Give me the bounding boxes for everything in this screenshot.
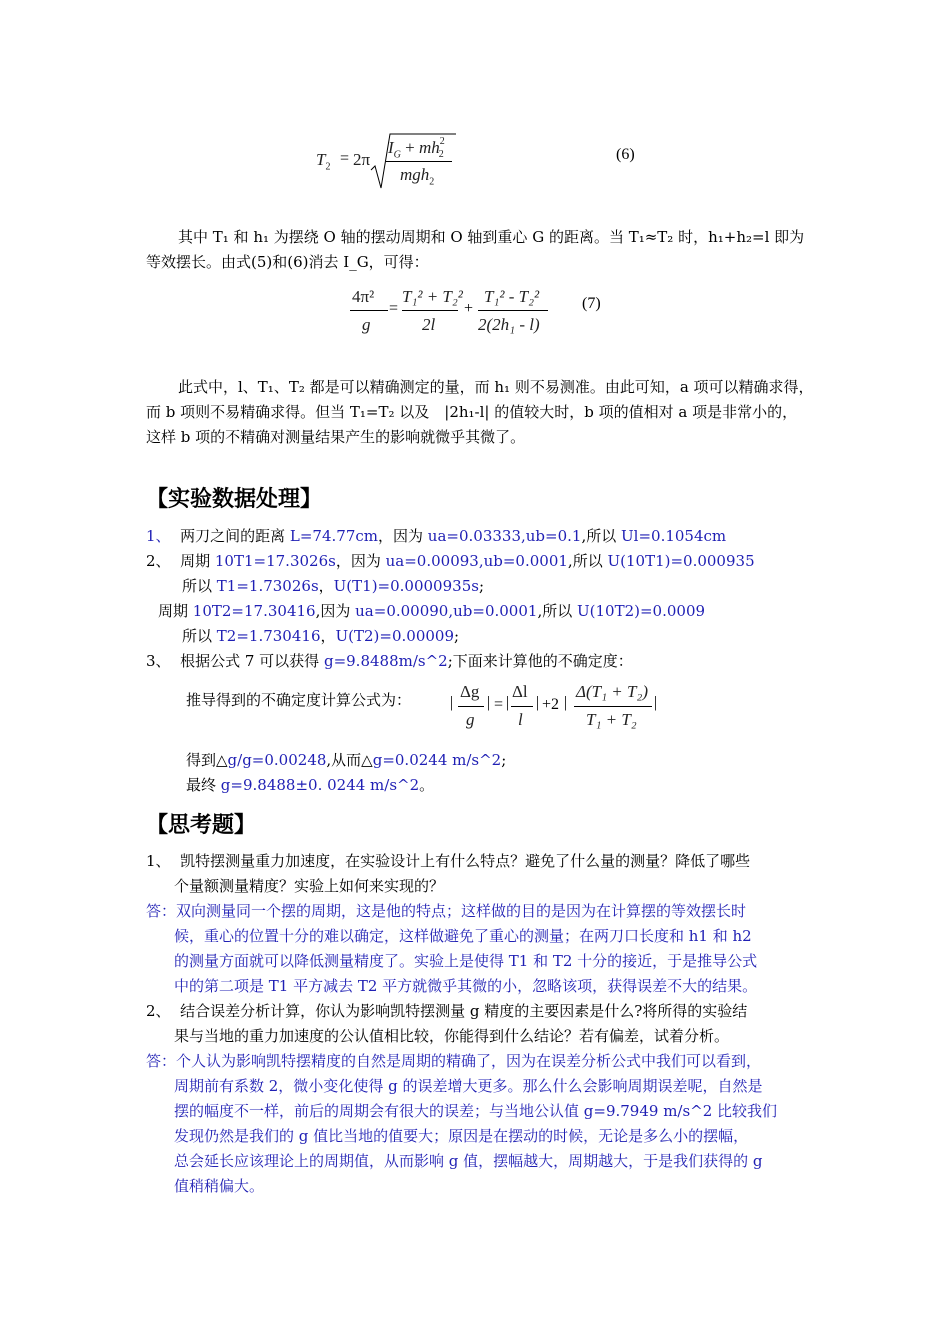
- eq7-eq-sign: =: [389, 300, 399, 317]
- eq7-plus: +: [464, 300, 474, 317]
- eq6-number: (6): [616, 146, 635, 163]
- answer-2-line2: 周期前有系数 2，微小变化使得 g 的误差增大更多。那么什么会影响周期误差呢，自然是: [174, 1077, 763, 1095]
- answer-2-line1: 答：个人认为影响凯特摆精度的自然是周期的精确了，因为在误差分析公式中我们可以看到，: [146, 1052, 762, 1070]
- eq7-term1-num: T₁² + T₂²: [402, 287, 463, 306]
- eq6-coef: 2π: [353, 150, 371, 169]
- formula-label: 推导得到的不确定度计算公式为：: [186, 691, 412, 709]
- eq7-term2-bar: [478, 310, 548, 311]
- eq7-number: (7): [582, 295, 601, 312]
- data-item-2-line2: 所以 T1=1.73026s，U(T1)=0.0000935s;: [182, 577, 484, 595]
- para2-line1: 此式中，l、T₁、T₂ 都是可以精确测定的量，而 h₁ 则不易测准。由此可知，a 项可以精确求得，: [178, 378, 814, 396]
- uf-lhs-den: g: [466, 710, 475, 729]
- abs-bar-left-3: |: [564, 694, 568, 711]
- question-1-line2: 个量额测量精度？实验上如何来实现的？: [174, 877, 445, 895]
- abs-bar-right-2: |: [536, 694, 540, 711]
- answer-2-line5: 总会延长应该理论上的周期值，从而影响 g 值，摆幅越大，周期越大，于是我们获得的 g: [174, 1152, 763, 1170]
- section-title-data-processing: 【实验数据处理】: [146, 487, 323, 512]
- uf-t2-num: Δ(T₁ + T₂): [576, 682, 649, 701]
- uf-t2-bar: [574, 706, 652, 707]
- para1-line1: 其中 T₁ 和 h₁ 为摆绕 O 轴的摆动周期和 O 轴到重心 G 的距离。当 T₁≈T₂ 时，h₁+h₂=l 即为: [178, 228, 805, 246]
- question-1-line1: 1、 凯特摆测量重力加速度，在实验设计上有什么特点？避免了什么量的测量？降低了哪些: [146, 852, 751, 870]
- answer-1-line1: 答：双向测量同一个摆的周期，这是他的特点；这样做的目的是因为在计算摆的等效摆长时: [146, 902, 747, 920]
- para1-line2: 等效摆长。由式(5)和(6)消去 I_G，可得：: [146, 253, 429, 271]
- question-2-line1: 2、 结合误差分析计算，你认为影响凯特摆测量 g 精度的主要因素是什么?将所得的实验结: [146, 1002, 748, 1020]
- answer-1-line3: 的测量方面就可以降低测量精度了。实验上是使得 T1 和 T2 十分的接近，于是推导公式: [174, 952, 758, 970]
- eq7-term1-bar: [402, 310, 458, 311]
- eq7-term2-den: 2(2h₁ - l): [478, 315, 540, 334]
- abs-bar-right-1: |: [487, 694, 491, 711]
- result-line-1: 得到△g/g=0.00248,从而△g=0.0244 m/s^2;: [186, 751, 507, 769]
- eq6-numerator: $I_G + mh^2_2$: [388, 136, 445, 161]
- data-item-2-line3: 周期 10T2=17.30416,因为 ua=0.00090,ub=0.0001,所以 U(10T2)=0.0009: [158, 602, 706, 620]
- uf-t1-den: l: [518, 710, 523, 729]
- answer-2-line3: 摆的幅度不一样，前后的周期会有很大的误差；与当地公认值 g=9.7949 m/s^2 比较我们: [174, 1102, 778, 1120]
- uf-t2-den: T₁ + T₂: [586, 710, 637, 729]
- eq6-lhs: $T_2$: [316, 150, 331, 173]
- data-item-2-line4: 所以 T2=1.730416，U(T2)=0.00009;: [182, 627, 460, 645]
- eq7-lhs-num: 4π²: [352, 287, 375, 306]
- eq6-eq-sign: =: [340, 150, 350, 167]
- answer-2-line4: 发现仍然是我们的 g 值比当地的值要大；原因是在摆动的时候，无论是多么小的摆幅，: [174, 1127, 749, 1145]
- uf-lhs-bar: [458, 706, 484, 707]
- uf-lhs-num: Δg: [460, 682, 480, 701]
- uf-plus2: +2: [542, 696, 560, 713]
- uf-eq-sign: =: [494, 696, 504, 713]
- abs-bar-left-2: |: [506, 694, 510, 711]
- abs-bar-right-3: |: [654, 694, 658, 711]
- para2-line2: 而 b 项则不易精确求得。但当 T₁=T₂ 以及 |2h₁-l| 的值较大时，b 项的值相对 a 项是非常小的，: [146, 403, 798, 421]
- eq7-term1-den: 2l: [422, 315, 436, 334]
- answer-1-line2: 候，重心的位置十分的难以确定，这样做避免了重心的测量；在两刀口长度和 h1 和 h2: [174, 927, 752, 945]
- section-title-questions: 【思考题】: [146, 813, 257, 838]
- eq7-term2-num: T₁² - T₂²: [484, 287, 540, 306]
- eq7-lhs-den: g: [362, 315, 371, 334]
- abs-bar-left-1: |: [450, 694, 454, 711]
- data-item-3: 3、 根据公式 7 可以获得 g=9.8488m/s^2;下面来计算他的不确定度：: [146, 652, 633, 670]
- data-item-2: 2、 周期 10T1=17.3026s，因为 ua=0.00093,ub=0.0001,所以 U(10T1)=0.000935: [146, 552, 755, 570]
- result-line-2: 最终 g=9.8488±0. 0244 m/s^2。: [186, 776, 435, 794]
- uf-t1-bar: [511, 706, 533, 707]
- eq7-lhs-bar: [350, 310, 388, 311]
- data-item-1: 1、 两刀之间的距离 L=74.77cm，因为 ua=0.03333,ub=0.1,所以 Ul=0.1054cm: [146, 527, 727, 545]
- uf-t1-num: Δl: [512, 682, 528, 701]
- para2-line3: 这样 b 项的不精确对测量结果产生的影响就微乎其微了。: [146, 428, 526, 446]
- answer-1-line4: 中的第二项是 T1 平方减去 T2 平方就微乎其微的小，忽略该项，获得误差不大的结果。: [174, 977, 758, 995]
- answer-2-line6: 值稍稍偏大。: [174, 1177, 265, 1195]
- eq6-denominator: mgh$_2$: [400, 165, 435, 188]
- eq6-fraction-bar: [386, 161, 452, 162]
- question-2-line2: 果与当地的重力加速度的公认值相比较，你能得到什么结论？若有偏差，试着分析。: [174, 1027, 730, 1045]
